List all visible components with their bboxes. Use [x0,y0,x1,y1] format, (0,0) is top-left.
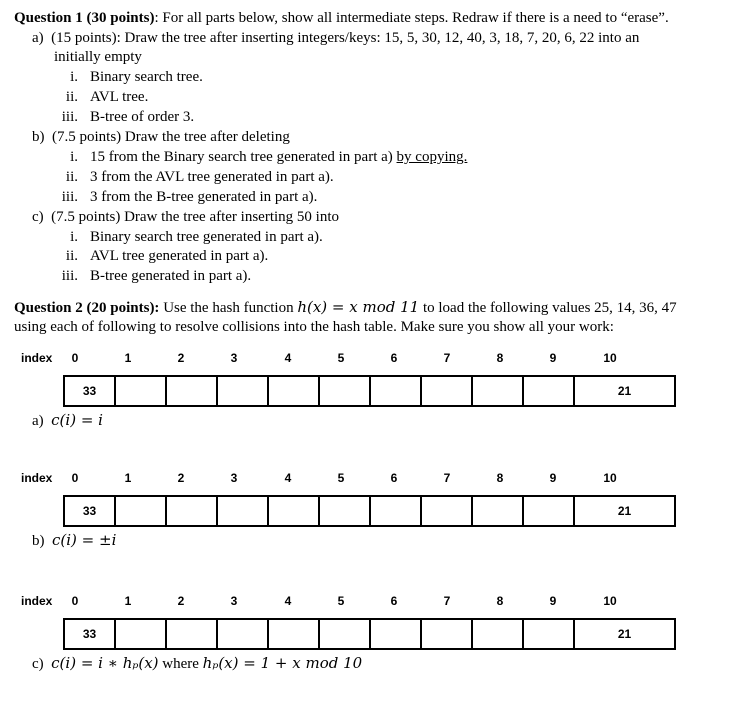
hash-table-cell[interactable]: 21 [574,376,675,406]
hash-table-cell[interactable] [115,376,166,406]
item-number: i. [70,229,78,245]
index-number: 6 [390,471,398,485]
index-number: 9 [549,594,557,608]
item-text: AVL tree generated in part a). [90,248,269,264]
q2-heading [14,298,677,317]
index-number: 5 [337,471,345,485]
hash-table-cell[interactable]: 33 [64,496,115,526]
q1-b [32,128,290,146]
q1-c-item-2 [50,247,268,265]
hash-table-cell[interactable] [421,496,472,526]
item-text: Binary search tree generated in part a). [90,229,323,245]
item-number: iii. [61,268,78,284]
hash-table-cell[interactable]: 33 [64,619,115,649]
hash-table-cell[interactable]: 21 [574,496,675,526]
hash-table-cell[interactable]: 33 [64,376,115,406]
index-number: 7 [443,594,451,608]
q1-title: Question 1 (30 points) [14,10,155,26]
item-number: ii. [65,248,78,264]
q1-b-text: (7.5 points) Draw the tree after deleting [52,129,290,145]
item-text: Binary search tree. [90,69,203,85]
hash-table-row [64,496,675,526]
hash-table-cell[interactable] [217,376,268,406]
index-number: 2 [177,471,185,485]
index-number: 1 [124,594,132,608]
index-number: 7 [443,471,451,485]
index-number: 2 [177,594,185,608]
caption-formula: c(i) = i ∗ hₚ(x) [51,654,159,672]
index-number: 10 [603,471,617,485]
item-text: 3 from the AVL tree generated in part a). [90,169,334,185]
hash-table-row [64,376,675,406]
q1-a-text: (15 points): Draw the tree after inserting integers/keys: 15, 5, 30, 12, 40, 3, 18, 7, 20, 6, 22 into an [51,30,640,46]
hash-table-cell[interactable] [319,376,370,406]
hash-table-cell[interactable] [472,376,523,406]
caption-formula-2: hₚ(x) = 1 + x mod 10 [202,654,363,672]
item-text: 3 from the B-tree generated in part a). [90,189,318,205]
q1-a [32,29,639,47]
index-number: 5 [337,351,345,365]
index-label: index [21,471,53,485]
item-number: i. [70,149,78,165]
q1-a-item-3 [50,108,194,126]
q1-c-item-1 [50,228,323,246]
index-number: 4 [284,471,292,485]
q1-b-item-1 [50,148,467,166]
index-number: 2 [177,351,185,365]
hash-table-cell[interactable] [166,376,217,406]
caption-a [32,411,103,430]
index-number: 8 [496,351,504,365]
q1-b-item-3 [50,188,317,206]
caption-b [32,531,116,550]
index-number: 1 [124,351,132,365]
hash-table-cell[interactable] [523,496,574,526]
caption-c [32,654,362,673]
index-header-row [0,351,738,369]
hash-table-cell[interactable] [268,496,319,526]
item-text: B-tree of order 3. [90,109,195,125]
index-header-row [0,594,738,612]
q1-b-label: b) [32,129,45,145]
q1-c-item-3 [50,267,251,285]
index-number: 8 [496,471,504,485]
caption-label: a) [32,413,44,429]
index-number: 0 [71,471,79,485]
index-number: 3 [230,594,238,608]
item-number: i. [70,69,78,85]
caption-formula: c(i) = ±i [52,531,117,549]
q1-heading [14,9,669,27]
q2-line2: using each of following to resolve collisions into the hash table. Make sure you show all your work: [14,319,614,335]
index-number: 1 [124,471,132,485]
item-number: ii. [65,89,78,105]
hash-table-cell[interactable] [370,376,421,406]
q1-a-line2: initially empty [54,49,142,65]
hash-table-cell[interactable] [166,619,217,649]
index-number: 0 [71,351,79,365]
index-number: 10 [603,594,617,608]
q1-a-item-2 [50,88,148,106]
hash-table-cell[interactable] [166,496,217,526]
q1-b-item-2 [50,168,334,186]
q1-a-item-1 [50,68,203,86]
q1-a-label: a) [32,30,44,46]
hash-table-cell[interactable]: 21 [574,619,675,649]
hash-table-cell[interactable] [421,376,472,406]
q1-c-text: (7.5 points) Draw the tree after inserting 50 into [51,209,339,225]
hash-table-cell[interactable] [370,496,421,526]
q1-c-label: c) [32,209,44,225]
hash-table-cell[interactable] [370,619,421,649]
hash-table-cell[interactable] [217,619,268,649]
hash-table-cell[interactable] [472,619,523,649]
index-label: index [21,351,53,365]
caption-mid: where [158,656,203,672]
q1-c [32,208,339,226]
index-number: 3 [230,351,238,365]
item-number: ii. [65,169,78,185]
index-number: 4 [284,351,292,365]
index-label: index [21,594,53,608]
hash-table-cell[interactable] [217,496,268,526]
hash-table-b [63,495,676,527]
item-number: iii. [61,189,78,205]
hash-table-cell[interactable] [523,376,574,406]
caption-formula: c(i) = i [51,411,103,429]
index-number: 4 [284,594,292,608]
index-number: 10 [603,351,617,365]
index-number: 8 [496,594,504,608]
hash-table-cell[interactable] [472,496,523,526]
index-number: 7 [443,351,451,365]
q2-intro-b: to load the following values 25, 14, 36, 47 [419,300,677,316]
hash-table-cell[interactable] [319,619,370,649]
index-number: 6 [390,594,398,608]
item-underlined-text: by copying. [396,149,468,165]
index-number: 0 [71,594,79,608]
q2-hash-fn: h(x) = x mod 11 [297,298,420,316]
item-number: iii. [61,109,78,125]
index-number: 6 [390,351,398,365]
item-text: 15 from the Binary search tree generated in part a) [90,149,397,165]
item-text: B-tree generated in part a). [90,268,252,284]
q1-intro: : For all parts below, show all intermediate steps. Redraw if there is a need to “erase”. [154,10,669,26]
index-header-row [0,471,738,489]
index-number: 9 [549,351,557,365]
index-number: 3 [230,471,238,485]
caption-label: b) [32,533,45,549]
hash-table-cell[interactable] [115,619,166,649]
hash-table-cell[interactable] [523,619,574,649]
hash-table-cell[interactable] [319,496,370,526]
hash-table-cell[interactable] [268,376,319,406]
caption-label: c) [32,656,44,672]
item-text: AVL tree. [90,89,149,105]
hash-table-a [63,375,676,407]
index-number: 5 [337,594,345,608]
hash-table-c [63,618,676,650]
hash-table-row [64,619,675,649]
q2-intro-a: Use the hash function [159,300,298,316]
index-number: 9 [549,471,557,485]
hash-table-cell[interactable] [115,496,166,526]
hash-table-cell[interactable] [268,619,319,649]
hash-table-cell[interactable] [421,619,472,649]
q2-title: Question 2 (20 points): [14,300,160,316]
